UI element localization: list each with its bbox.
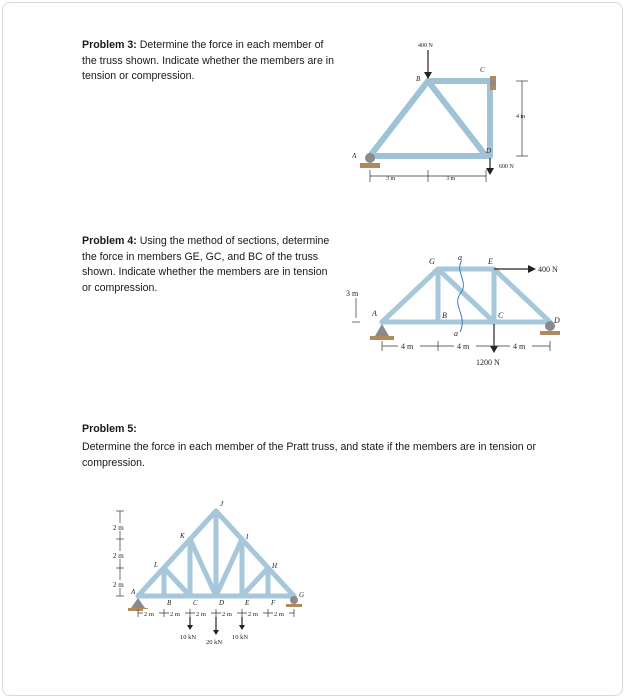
member-lc <box>164 568 190 596</box>
node-a: A <box>352 152 357 160</box>
problem-5-body: Determine the force in each member of the Pratt truss, and state if the members are in tension or compression. <box>82 441 536 469</box>
problem-4-figure <box>342 252 572 377</box>
node-a: A <box>372 309 377 318</box>
ground-a <box>370 336 394 340</box>
problem-3-figure <box>340 36 550 196</box>
problem-5-text <box>82 440 552 471</box>
member-he <box>242 568 268 596</box>
dim-height-3m: 3 m <box>346 289 359 298</box>
dim-bottom-6: 2 m <box>274 611 284 618</box>
node-b: B <box>416 75 421 83</box>
pin-support-a <box>365 153 375 163</box>
dim-4m-1: 4 m <box>401 342 414 351</box>
problem-3-title: Problem 3: <box>82 39 137 51</box>
dim-bottom-2: 2 m <box>170 611 180 618</box>
pin-support-a <box>375 324 389 336</box>
dim-4m-2: 4 m <box>457 342 470 351</box>
node-d: D <box>219 599 225 607</box>
dim-height-4m: 4 m <box>516 114 526 120</box>
node-h: H <box>272 562 278 570</box>
load-c-10kn: 10 kN <box>180 634 197 641</box>
load-400n: 400 N <box>418 43 433 49</box>
load-400n: 400 N <box>538 265 558 274</box>
dim-bottom-4: 2 m <box>222 611 232 618</box>
pin-support-a <box>131 598 145 608</box>
problem-5-title: Problem 5: <box>82 423 137 435</box>
section-label-bottom: a <box>454 329 458 338</box>
roller-support-g <box>290 596 298 604</box>
node-b: B <box>442 311 447 320</box>
load-1200n: 1200 N <box>476 358 500 367</box>
problem-4-text <box>82 234 336 296</box>
dim-left-3m: 3 m <box>386 176 396 182</box>
problem-4-body: Using the method of sections, determine the force in members GE, GC, and BC of the truss shown. Indicate whether the members are in tension or compression. <box>82 235 330 294</box>
member-kd <box>190 539 216 596</box>
member-bd <box>428 81 486 156</box>
dim-bottom-5: 2 m <box>248 611 258 618</box>
node-g: G <box>299 591 305 599</box>
problem-5-title-block <box>82 422 552 438</box>
node-a: A <box>131 588 136 596</box>
node-g: G <box>429 257 435 266</box>
dim-height-1: 2 m <box>113 524 124 532</box>
node-j: J <box>220 500 224 508</box>
load-e-10kn: 10 kN <box>232 634 249 641</box>
problem-5-figure <box>110 496 330 656</box>
node-i: I <box>246 533 249 541</box>
node-e: E <box>488 257 493 266</box>
dim-height-3: 2 m <box>113 581 124 589</box>
ground-g <box>286 604 302 607</box>
node-c: C <box>480 66 485 74</box>
ground-a <box>360 163 380 168</box>
roller-c-wheel <box>490 80 496 86</box>
node-d: D <box>554 316 560 325</box>
dim-4m-3: 4 m <box>513 342 526 351</box>
node-k: K <box>180 532 185 540</box>
node-d: D <box>486 147 492 155</box>
member-id <box>216 539 242 596</box>
dim-right-3m: 3 m <box>446 176 456 182</box>
node-f: F <box>271 599 276 607</box>
section-label-top: a <box>458 253 462 262</box>
node-c: C <box>193 599 198 607</box>
problem-4-title: Problem 4: <box>82 235 137 247</box>
node-c: C <box>498 311 504 320</box>
dim-height-2: 2 m <box>113 552 124 560</box>
node-l: L <box>154 561 158 569</box>
ground-d <box>540 331 560 335</box>
node-e: E <box>245 599 250 607</box>
dim-bottom-3: 2 m <box>196 611 206 618</box>
load-600n: 600 N <box>499 164 514 170</box>
dim-bottom-1: 2 m <box>144 611 154 618</box>
problem-3-text <box>82 38 338 85</box>
member-ag <box>382 269 438 322</box>
node-b: B <box>167 599 172 607</box>
problem-3-body: Determine the force in each member of the truss shown. Indicate whether the members are in tension or compression. <box>82 39 335 82</box>
load-d-20kn: 20 kN <box>206 639 223 646</box>
